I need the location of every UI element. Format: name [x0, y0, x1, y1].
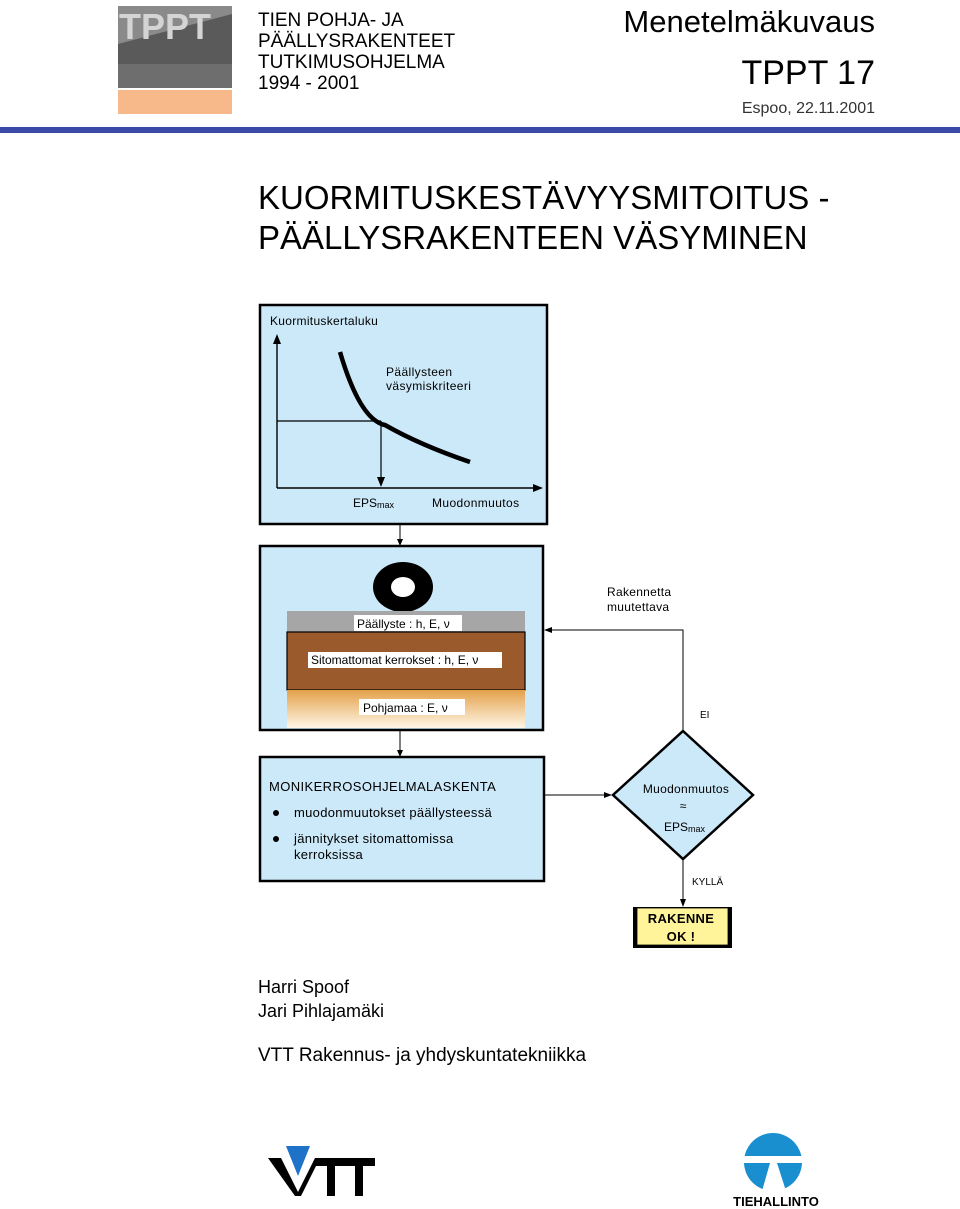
vtt-logo [268, 1140, 378, 1200]
tppt-logo [116, 4, 234, 116]
document-date: Espoo, 22.11.2001 [741, 100, 875, 117]
modify-label-line-1: Rakennetta [607, 585, 672, 599]
logo-text: TPPT [119, 6, 212, 47]
no-label: EI [700, 710, 710, 721]
result-line-2: OK ! [666, 929, 696, 944]
calc-bullet-2-line-1: jännitykset sitomattomissa [294, 831, 454, 846]
tiehallinto-logo [726, 1130, 826, 1208]
authors [258, 975, 384, 1023]
decision-eps-max: EPSmax [664, 820, 706, 834]
multilayer-calculation-box [260, 757, 544, 881]
bullet-icon [273, 810, 279, 816]
calc-title: MONIKERROSOHJELMALASKENTA [269, 779, 497, 794]
graph-y-label: Kuormituskertaluku [270, 314, 379, 328]
base-layer-label: Sitomattomat kerrokset : h, E, ν [311, 653, 479, 667]
organization: VTT Rakennus- ja yhdyskuntatekniikka [258, 1045, 587, 1066]
page-title [258, 178, 829, 258]
calc-bullet-1: muodonmuutokset päällysteessä [294, 805, 493, 820]
document-type: Menetelmäkuvaus [623, 4, 875, 39]
fatigue-criterion-box [260, 305, 547, 524]
title-line-1: KUORMITUSKESTÄVYYSMITOITUS - [258, 179, 830, 216]
subgrade-layer-label: Pohjamaa : E, ν [363, 701, 448, 715]
header-rule [0, 127, 960, 133]
document-number: TPPT 17 [741, 54, 875, 92]
eps-max-label: EPSmax [353, 496, 395, 510]
decision-line-1: Muodonmuutos [642, 782, 730, 796]
program-years: 1994 - 2001 [258, 73, 360, 94]
surface-layer-label: Päällyste : h, E, ν [357, 617, 450, 631]
curve-label-line-2: väsymiskriteeri [386, 379, 472, 393]
program-line-3: TUTKIMUSOHJELMA [258, 52, 445, 73]
calc-bullet-2-line-2: kerroksissa [294, 847, 364, 862]
author-2: Jari Pihlajamäki [258, 1001, 385, 1021]
logo-layer-sand [118, 90, 232, 114]
bullet-icon [273, 836, 279, 842]
logo-layer-mid [118, 64, 232, 88]
feedback-connector [552, 630, 683, 731]
vtt-logo-triangle [286, 1146, 310, 1176]
yes-label: KYLLÄ [692, 877, 724, 888]
decision-diamond [613, 731, 753, 859]
graph-x-label: Muodonmuutos [432, 496, 520, 510]
result-ok-box [633, 907, 732, 948]
pavement-structure-box [260, 546, 543, 730]
title-line-2: PÄÄLLYSRAKENTEEN VÄSYMINEN [258, 219, 808, 256]
author-1: Harri Spoof [258, 977, 350, 997]
tiehallinto-logo-text: TIEHALLINTO [733, 1194, 819, 1208]
program-name [258, 10, 455, 94]
curve-label-line-1: Päällysteen [386, 365, 453, 379]
modify-label-line-2: muutettava [607, 600, 670, 614]
program-line-2: PÄÄLLYSRAKENTEET [258, 31, 456, 52]
design-flowchart [0, 290, 960, 960]
result-line-1: RAKENNE [647, 911, 715, 926]
decision-approx: ≈ [679, 799, 687, 813]
program-line-1: TIEN POHJA- JA [258, 10, 404, 31]
